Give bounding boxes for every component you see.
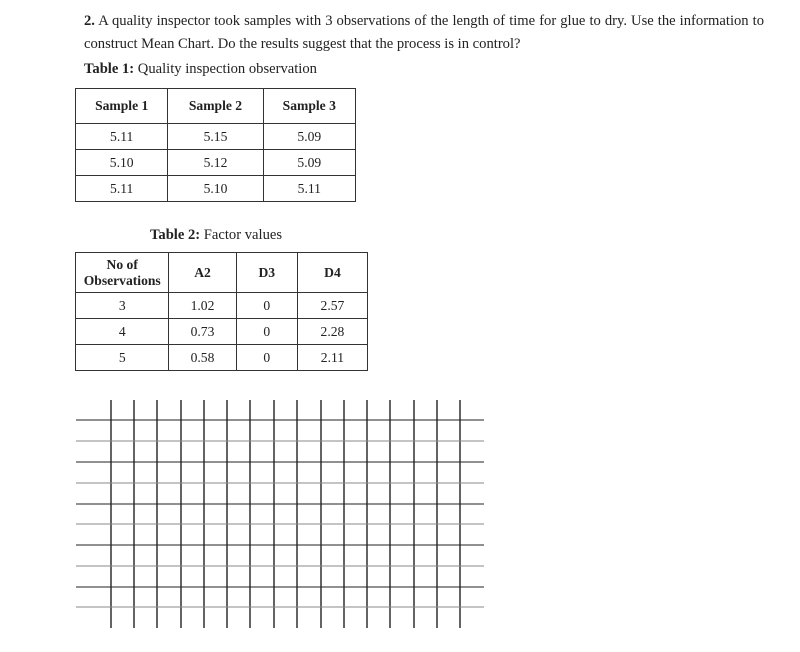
- table2-cell: 2.28: [297, 319, 367, 345]
- table2-cell: 3: [76, 293, 169, 319]
- table1-cell: 5.11: [76, 176, 168, 202]
- table1-cell: 5.10: [76, 150, 168, 176]
- table1-cell: 5.09: [263, 124, 355, 150]
- table1-cell: 5.09: [263, 150, 355, 176]
- table1-header-cell: Sample 3: [263, 89, 355, 124]
- table1-cell: 5.11: [76, 124, 168, 150]
- table1-header-cell: Sample 2: [168, 89, 263, 124]
- table2-cell: 5: [76, 345, 169, 371]
- table2-cell: 2.57: [297, 293, 367, 319]
- table1-caption-text: Quality inspection observation: [134, 61, 317, 77]
- table2-cell: 1.02: [169, 293, 236, 319]
- table2-cell: 0.73: [169, 319, 236, 345]
- table2-header-cell: No of Observations: [76, 253, 169, 293]
- table2-header-cell: D3: [236, 253, 297, 293]
- question-body: A quality inspector took samples with 3 observations of the length of time for glue to dry. Use the information to construct Mean Chart. Do the results suggest that the process is in control?: [84, 13, 764, 52]
- table1-cell: 5.15: [168, 124, 263, 150]
- table2-cell: 2.11: [297, 345, 367, 371]
- table2-caption-label: Table 2:: [150, 227, 201, 243]
- table2-header-cell: D4: [297, 253, 367, 293]
- table2-cell: 0: [236, 293, 297, 319]
- table2-cell: 0: [236, 319, 297, 345]
- question-number: 2.: [84, 13, 95, 29]
- table1-caption-label: Table 1:: [84, 61, 135, 77]
- table2-cell: 0: [236, 345, 297, 371]
- table2-header-cell: A2: [169, 253, 236, 293]
- table2-cell: 0.58: [169, 345, 236, 371]
- table1-cell: 5.11: [263, 176, 355, 202]
- table1-cell: 5.12: [168, 150, 263, 176]
- table2-caption-text: Factor values: [200, 227, 283, 243]
- table1-header-cell: Sample 1: [76, 89, 168, 124]
- table1-cell: 5.10: [168, 176, 263, 202]
- table2-cell: 4: [76, 319, 169, 345]
